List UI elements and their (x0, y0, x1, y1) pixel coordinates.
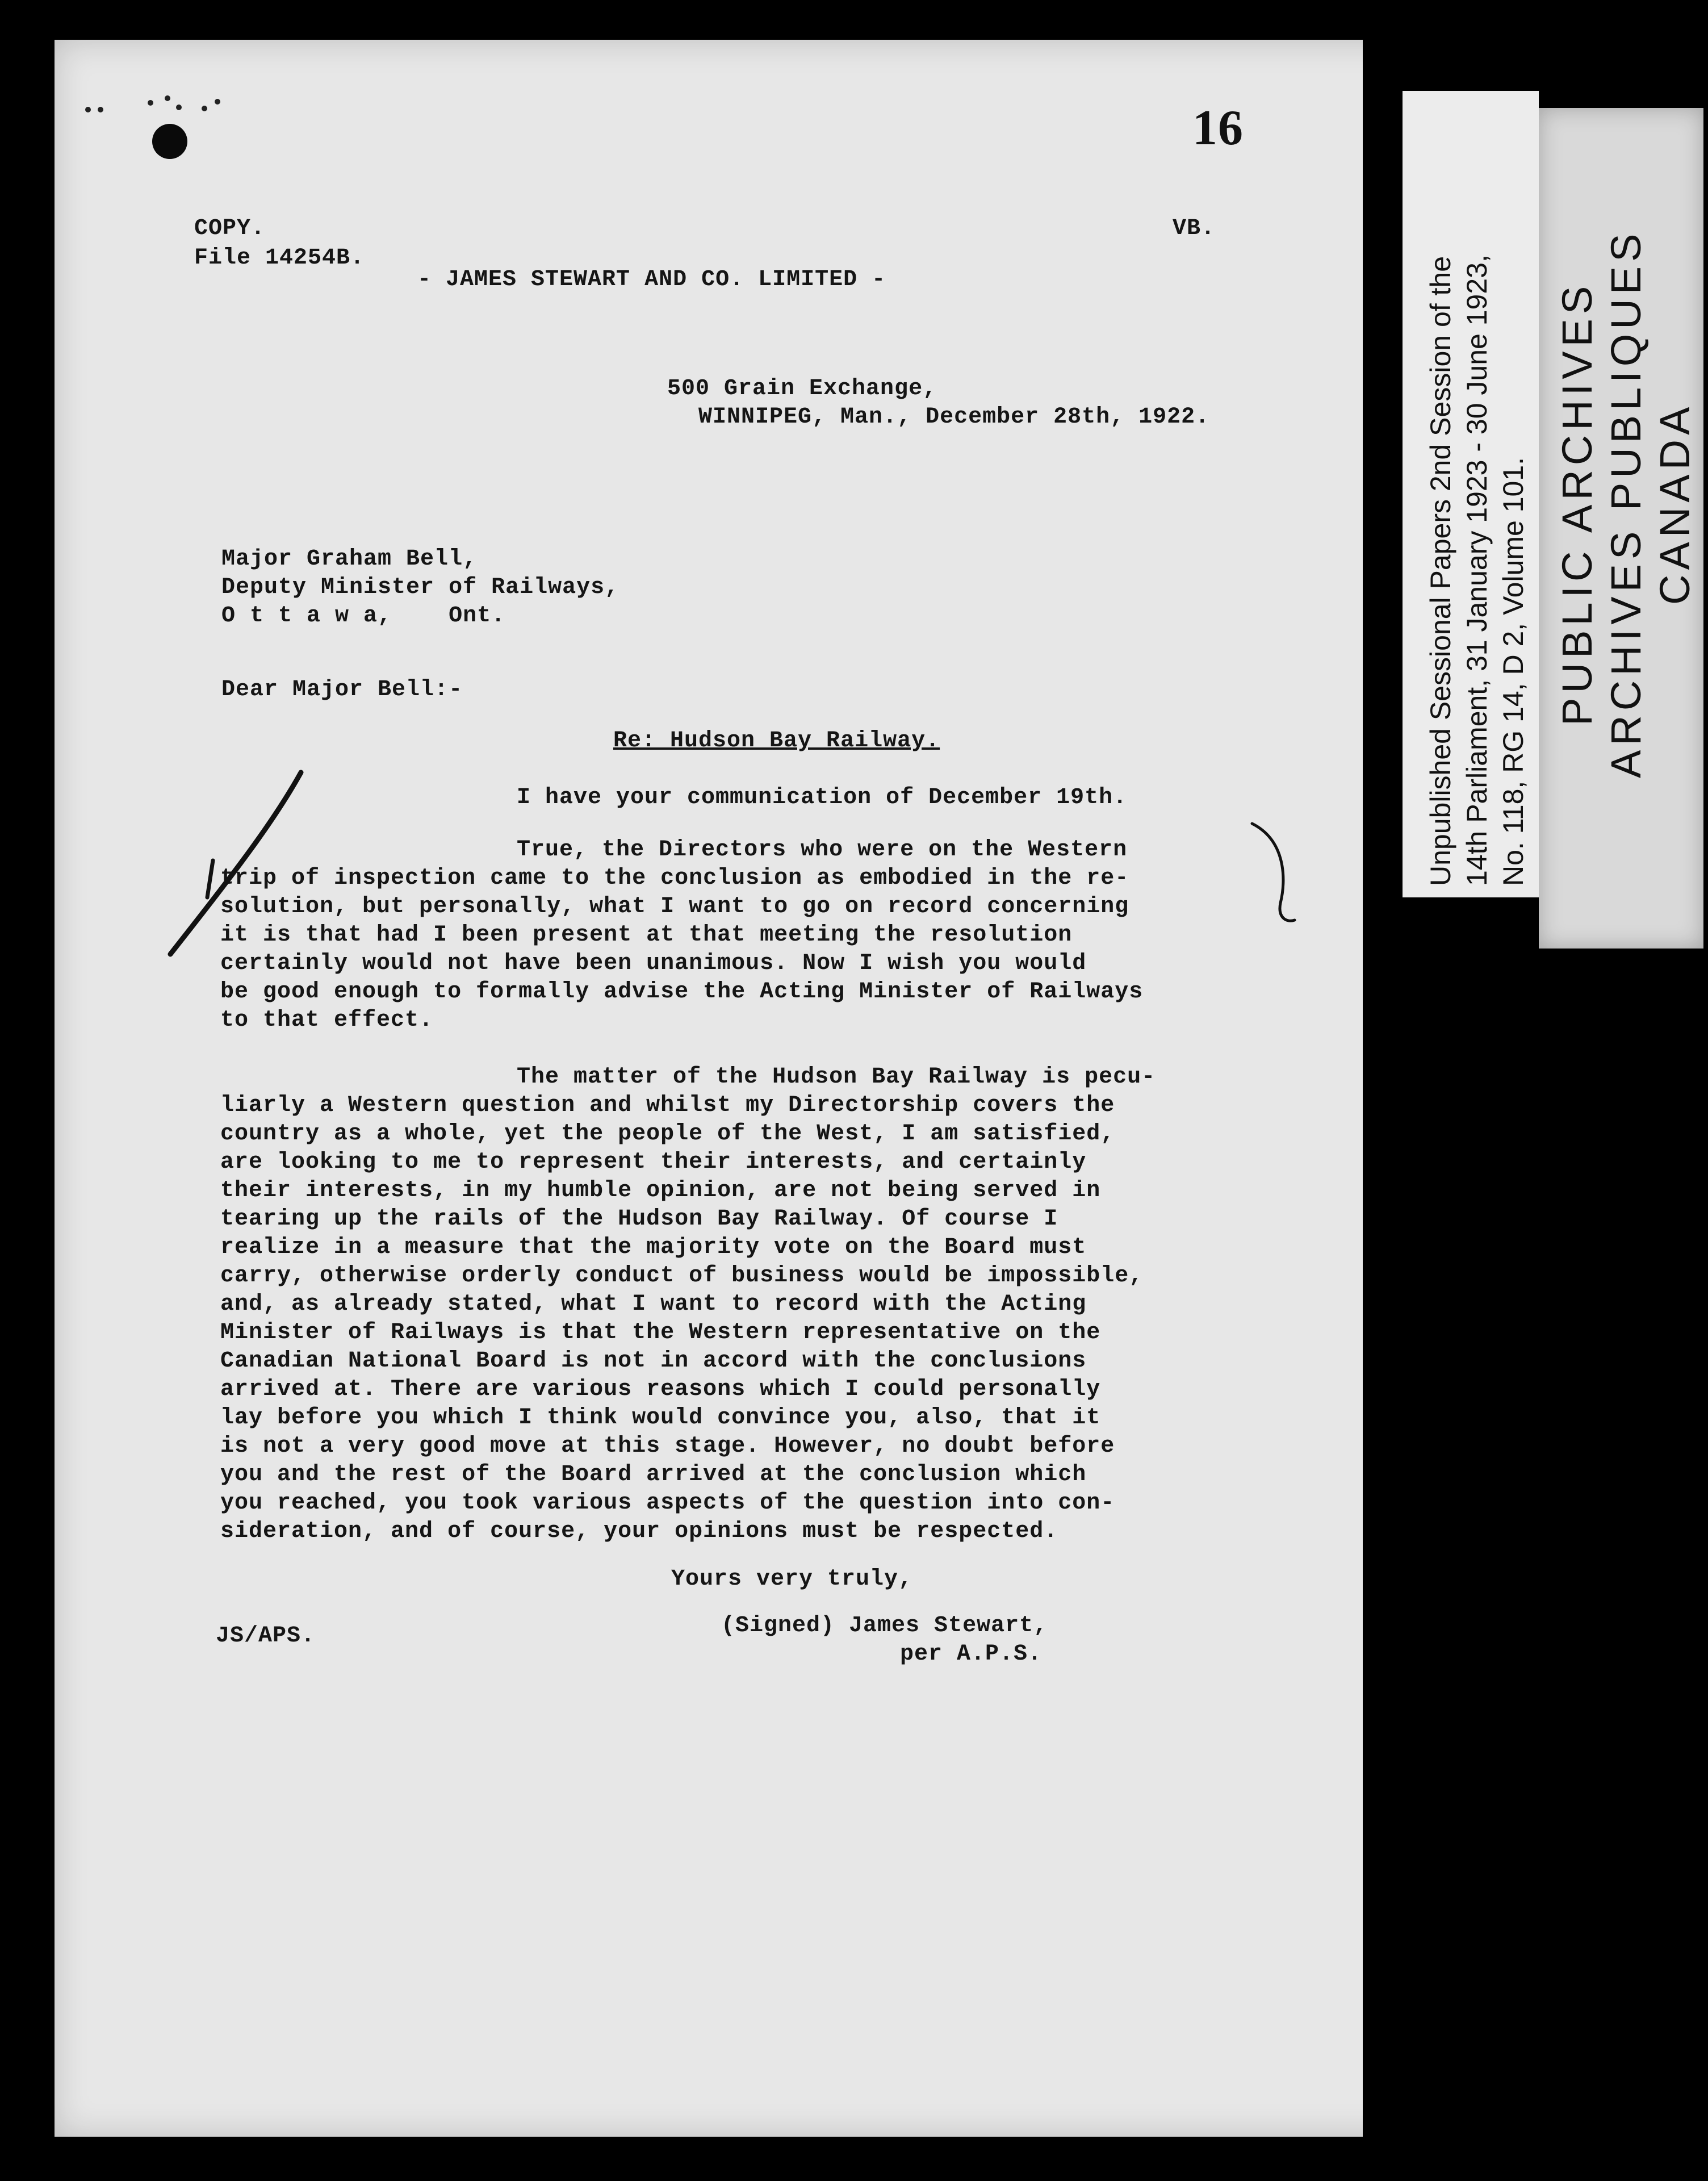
handwritten-bracket (1246, 818, 1309, 931)
paragraph-line: realize in a measure that the majority vote on the Board must (220, 1235, 1087, 1260)
archive-stamp-line: PUBLIC ARCHIVES (1554, 281, 1601, 726)
paragraph-2 (220, 836, 1143, 1035)
file-number: File 14254B. (194, 245, 365, 271)
closing: Yours very truly, (671, 1566, 913, 1592)
archive-stamp (1553, 229, 1699, 778)
recipient-line: O t t a w a, Ont. (221, 603, 506, 629)
archive-stamp-line: CANADA (1651, 402, 1698, 605)
archive-label-line: 14th Parliament, 31 January 1923 - 30 June 1923, (1461, 254, 1493, 886)
paragraph-line: liarly a Western question and whilst my Directorship covers the (220, 1093, 1115, 1118)
paragraph-3 (220, 1063, 1156, 1546)
paragraph-line: be good enough to formally advise the Acting Minister of Railways (220, 979, 1144, 1005)
copy-label: COPY. (194, 216, 266, 241)
paragraph-line: country as a whole, yet the people of the West, I am satisfied, (220, 1121, 1115, 1147)
paragraph-line: trip of inspection came to the conclusion as embodied in the re- (220, 866, 1129, 891)
typist-initials: JS/APS. (216, 1623, 316, 1649)
paragraph-line: sideration, and of course, your opinions must be respected. (220, 1519, 1058, 1544)
vb-label: VB. (1173, 216, 1216, 241)
archive-stamp-line: ARCHIVES PUBLIQUES (1602, 229, 1650, 778)
paragraph-1: I have your communication of December 19th. (517, 785, 1128, 810)
paragraph-line: The matter of the Hudson Bay Railway is pecu- (517, 1064, 1156, 1090)
page-number: 16 (1192, 101, 1244, 156)
paragraph-line: Canadian National Board is not in accord with the conclusions (220, 1348, 1087, 1374)
paragraph-line: is not a very good move at this stage. However, no doubt before (220, 1434, 1115, 1459)
paragraph-line: their interests, in my humble opinion, are not being served in (220, 1178, 1101, 1204)
paragraph-line: it is that had I been present at that meeting the resolution (220, 922, 1073, 948)
per-line: per A.P.S. (900, 1641, 1043, 1667)
paragraph-line: to that effect. (220, 1008, 434, 1033)
paragraph-line: carry, otherwise orderly conduct of business would be impossible, (220, 1263, 1144, 1289)
paragraph-line: tearing up the rails of the Hudson Bay Railway. Of course I (220, 1206, 1058, 1232)
archive-label-line: No. 118, RG 14, D 2, Volume 101. (1497, 457, 1529, 886)
paragraph-line: True, the Directors who were on the Western (517, 837, 1128, 863)
company-heading: - JAMES STEWART AND CO. LIMITED - (417, 267, 886, 293)
paragraph-line: solution, but personally, what I want to go on record concerning (220, 894, 1129, 920)
recipient-line: Deputy Minister of Railways, (221, 575, 619, 600)
paragraph-line: lay before you which I think would convince you, also, that it (220, 1405, 1101, 1431)
paragraph-line: you and the rest of the Board arrived at the conclusion which (220, 1462, 1087, 1488)
recipient-block (221, 545, 619, 630)
subject-line: Re: Hudson Bay Railway. (613, 728, 940, 754)
archive-label-line: Unpublished Sessional Papers 2nd Session of the (1425, 256, 1456, 886)
paragraph-line: certainly would not have been unanimous. Now I wish you would (220, 951, 1087, 976)
recipient-line: Major Graham Bell, (221, 546, 478, 572)
archive-label (1422, 254, 1531, 886)
paragraph-line: and, as already stated, what I want to record with the Acting (220, 1292, 1087, 1317)
salutation: Dear Major Bell:- (221, 677, 463, 703)
signature-line: (Signed) James Stewart, (721, 1613, 1048, 1639)
paragraph-line: are looking to me to represent their interests, and certainly (220, 1150, 1087, 1175)
paragraph-line: you reached, you took various aspects of the question into con- (220, 1490, 1115, 1516)
sender-address: 500 Grain Exchange, (667, 376, 937, 402)
paragraph-line: Minister of Railways is that the Western representative on the (220, 1320, 1101, 1346)
paragraph-line: arrived at. There are various reasons which I could personally (220, 1377, 1101, 1402)
punch-hole (152, 124, 187, 159)
handwritten-margin-stroke (159, 767, 318, 960)
sender-city-date: WINNIPEG, Man., December 28th, 1922. (698, 404, 1210, 430)
